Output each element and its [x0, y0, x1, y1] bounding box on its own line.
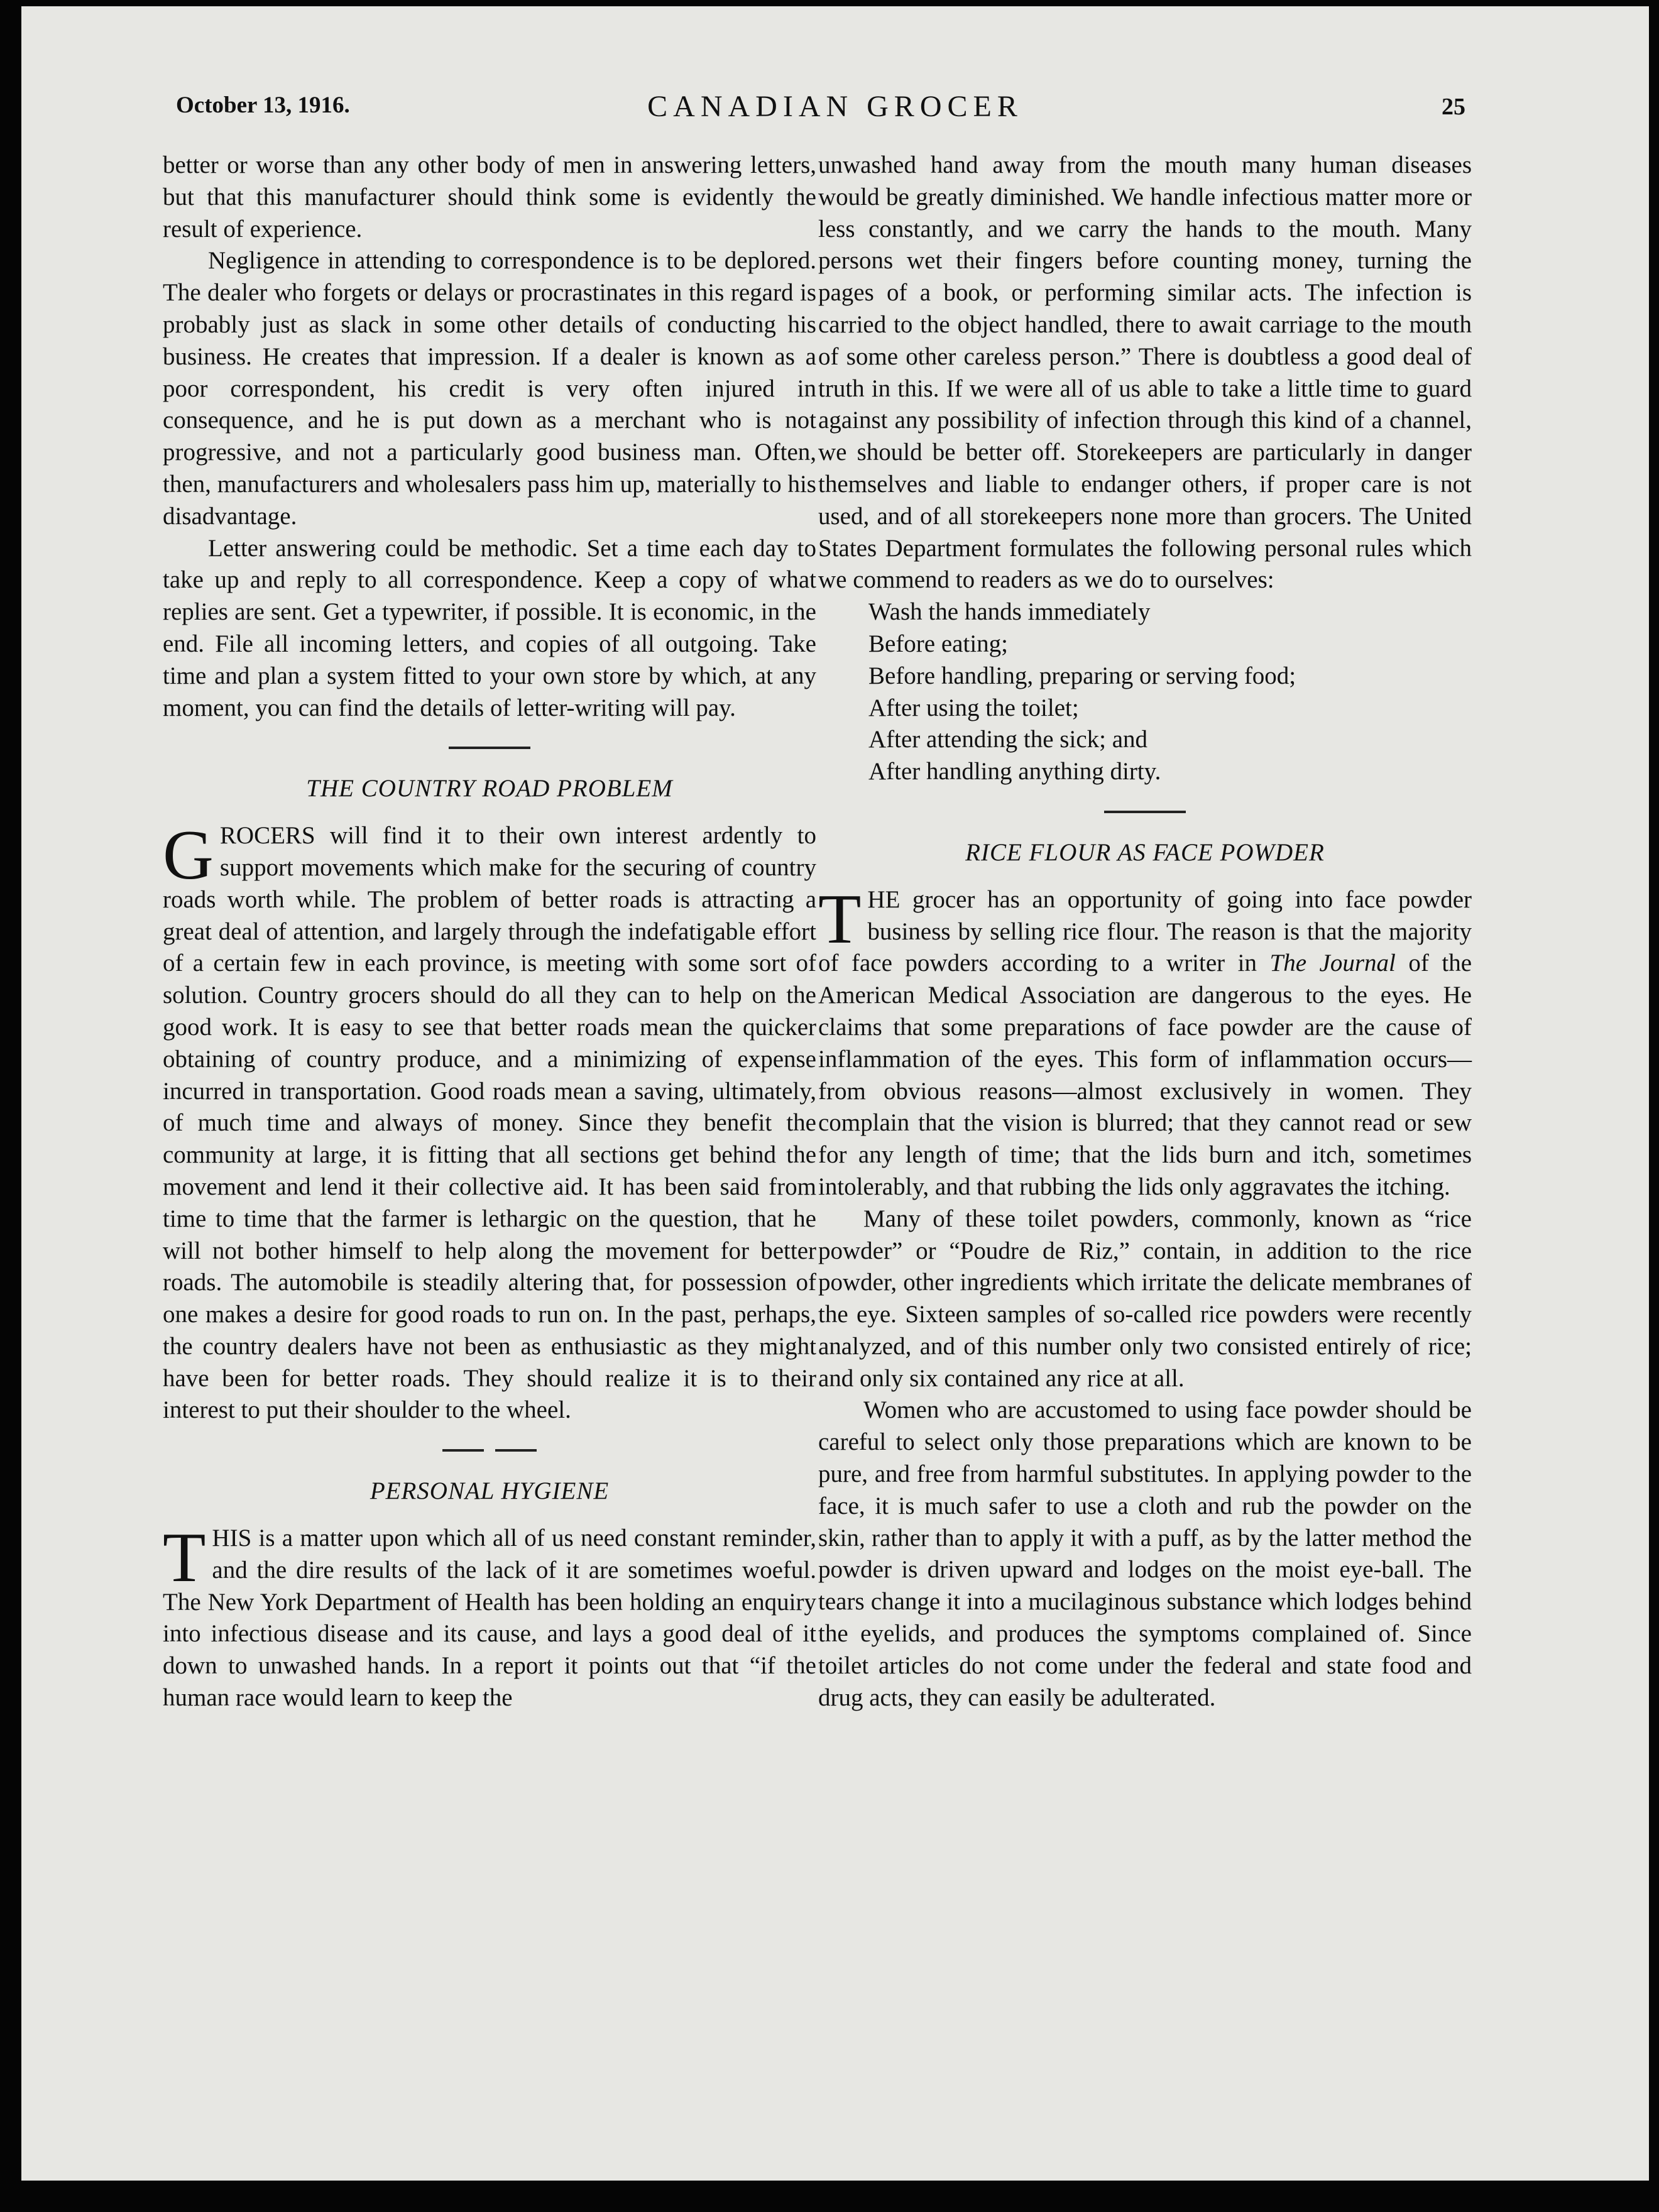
left-column: [163, 150, 816, 1714]
continued-paragraph: better or worse than any other body of men in answering letters, but that this manufacturer should think some is evidently the result of experience.: [163, 151, 816, 243]
drop-cap-g: G: [163, 816, 214, 895]
publication-title: CANADIAN GROCER: [647, 90, 1023, 123]
personal-hygiene-text: HIS is a matter upon which all of us need constant reminder, and the dire results of the lack of it are sometimes woeful. The New York Department of Health has been holding an enquiry into infectious disease and its cause, and lays a good deal of it down to unwashed hands. In a report it points out that “if the human race would learn to keep the: [163, 1525, 816, 1712]
hygiene-continued-paragraph: unwashed hand away from the mouth many human diseases would be greatly diminished. We handle infectious matter more or less constantly, and we carry the hands to the mouth. Many persons wet their fingers before counting money, turning the pages of a book, or performing similar acts. The infection is carried to the object handled, there to await carriage to the mouth of some other careless person.” There is doubtless a good deal of truth in this. If we were all of us able to take a little time to guard against any possibility of infection through this kind of a channel, we should be better off. Storekeepers are particularly in danger themselves and liable to endanger others, if proper care is not used, and of all storekeepers none more than grocers. The United States Department formulates the following personal rules which we commend to readers as we do to ourselves:: [818, 151, 1472, 594]
right-column: [818, 150, 1472, 1714]
section-divider: [449, 747, 530, 749]
section-divider: [442, 1449, 537, 1452]
negligence-paragraph: Negligence in attending to correspondence is to be deplored. The dealer who forgets or delays or procrastinates in this regard is probably just as slack in some other details of conducting his business. He creates that impression. If a dealer is known as a poor correspondent, his credit is very often injured in consequence, and he is put down as a merchant who is not progressive, and not a particularly good business man. Often, then, manufacturers and wholesalers pass him up, materially to his disadvantage.: [163, 247, 816, 530]
issue-date: October 13, 1916.: [176, 92, 350, 118]
list-item: After handling anything dirty.: [868, 758, 1161, 786]
personal-hygiene-body: [163, 1519, 816, 1714]
magazine-page: [21, 6, 1649, 2181]
women-face-powder-paragraph: Women who are accustomed to using face powder should be careful to select only those preparations which are known to be pure, and free from harmful substitutes. In applying powder to the face, it is much safer to use a cloth and rub the powder on the skin, rather than to apply it with a puff, as by the latter method the powder is driven upward and lodges on the moist eye-ball. The tears change it into a mucilaginous substance which lodges behind the eyelids, and produces the symptoms complained of. Since toilet articles do not come under the federal and state food and drug acts, they can easily be adulterated.: [818, 1396, 1472, 1711]
journal-title: The Journal: [1269, 950, 1396, 977]
rice-flour-heading: RICE FLOUR AS FACE POWDER: [965, 838, 1325, 866]
running-head: [21, 89, 1649, 127]
letter-answering-paragraph: Letter answering could be methodic. Set a time each day to take up and reply to all correspondence. Keep a copy of what replies are sent. Get a typewriter, if possible. It is economic, in the end. File all incoming letters, and copies of all outgoing. Take time and plan a system fitted to your own store by which, at any moment, you can find the details of letter-writing will pay.: [163, 534, 816, 721]
drop-cap-t: T: [163, 1519, 206, 1597]
hygiene-rules-list: [868, 596, 1472, 788]
country-road-heading: THE COUNTRY ROAD PROBLEM: [306, 775, 673, 802]
section-divider: [1104, 811, 1186, 813]
personal-hygiene-heading: PERSONAL HYGIENE: [370, 1477, 610, 1505]
country-road-text: ROCERS will find it to their own interest ardently to support movements which make for the securing of country roads worth while. The problem of better roads is attracting a great deal of attention, and largely through the indefatigable effort of a certain few in each province, is meeting with some sort of solution. Country grocers should do all they can to help on the good work. It is easy to see that better roads mean the quicker obtaining of country produce, and a minimizing of expense incurred in transportation. Good roads mean a saving, ultimately, of much time and always of money. Since they benefit the community at large, it is fitting that all sections get behind the movement and lend it their collective aid. It has been said from time to time that the farmer is lethargic on the question, that he will not bother himself to help along the movement for better roads. The automobile is steadily altering that, for possession of one makes a desire for good roads to run on. In the past, perhaps, the country dealers have not been as enthusiastic as they might have been for better roads. They should realize it is to their interest to put their shoulder to the wheel.: [163, 822, 816, 1424]
drop-cap-t: T: [818, 880, 862, 958]
rice-flour-body: [818, 880, 1472, 1203]
page-number: 25: [1442, 94, 1465, 120]
rice-flour-text-rest: of the American Medical Association are dangerous to the eyes. He claims that some preparations of face powder are the cause of inflammation of the eyes. This form of inflammation occurs—from obvious reasons—almost exclusively in women. They complain that the vision is blurred; that they cannot read or sew for any length of time; that the lids burn and itch, sometimes intolerably, and that rubbing the lids only aggravates the itching.: [818, 950, 1472, 1200]
list-item: After attending the sick; and: [868, 726, 1148, 753]
rice-flour-text-start: HE grocer has an opportunity of going into face powder business by selling rice flour. The reason is that the majority of face powders according to a writer in: [818, 885, 1472, 977]
rice-powder-paragraph: Many of these toilet powders, commonly, known as “rice powder” or “Poudre de Riz,” contain, in addition to the rice powder, other ingredients which irritate the delicate membranes of the eye. Sixteen samples of so-called rice powders were recently analyzed, and of this number only two consisted entirely of rice; and only six contained any rice at all.: [818, 1205, 1472, 1392]
list-item: Before handling, preparing or serving food;: [868, 662, 1296, 689]
list-item: Wash the hands immediately: [868, 598, 1151, 626]
list-item: After using the toilet;: [868, 694, 1079, 721]
country-road-body: [163, 816, 816, 1426]
list-item: Before eating;: [868, 630, 1008, 657]
